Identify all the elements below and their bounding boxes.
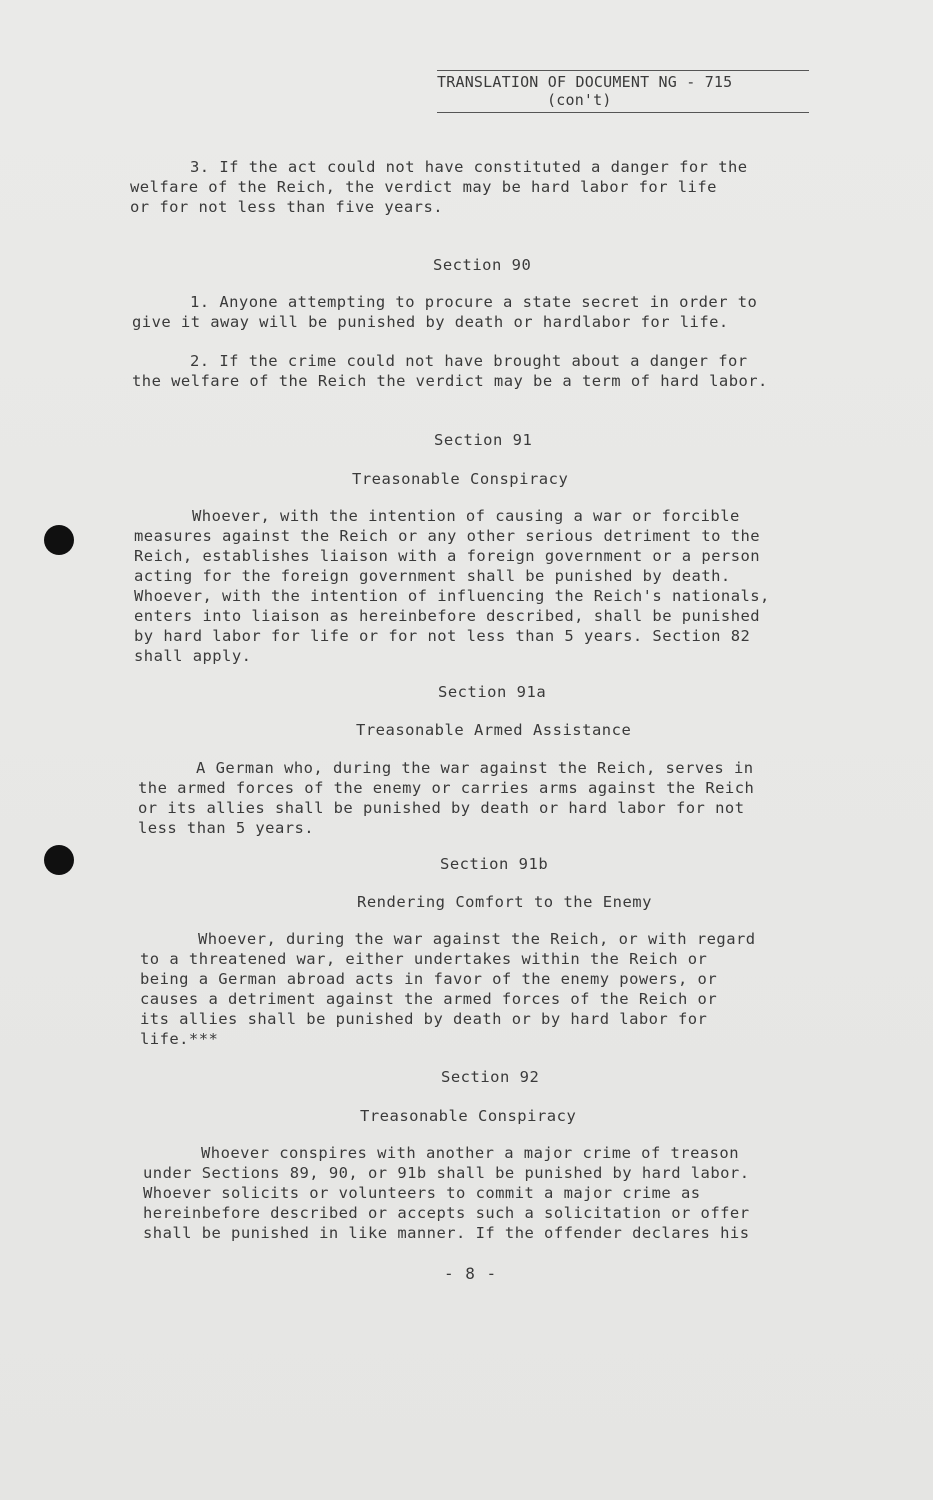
text-line: its allies shall be punished by death or by hard labor for — [140, 1010, 708, 1028]
section-91a-subheading: Treasonable Armed Assistance — [356, 721, 632, 739]
text-line: Whoever, with the intention of causing a war or forcible — [192, 507, 740, 525]
text-line: 1. Anyone attempting to procure a state secret in order to — [190, 293, 758, 311]
text-line: to a threatened war, either undertakes within the Reich or — [140, 950, 708, 968]
text-line: Whoever solicits or volunteers to commit a major crime as — [143, 1184, 701, 1202]
text-line: the armed forces of the enemy or carries arms against the Reich — [138, 779, 755, 797]
text-line: or its allies shall be punished by death or hard labor for not — [138, 799, 745, 817]
section-91b-subheading: Rendering Comfort to the Enemy — [357, 893, 652, 911]
section-90-heading: Section 90 — [433, 256, 532, 274]
punch-hole — [44, 845, 74, 875]
text-line: 2. If the crime could not have brought about a danger for — [190, 352, 748, 370]
section-92-subheading: Treasonable Conspiracy — [360, 1107, 577, 1125]
punch-hole — [44, 525, 74, 555]
text-line: enters into liaison as hereinbefore described, shall be punished — [134, 607, 761, 625]
text-line: shall apply. — [134, 647, 252, 665]
text-line: measures against the Reich or any other serious detriment to the — [134, 527, 761, 545]
text-line: Reich, establishes liaison with a foreign government or a person — [134, 547, 761, 565]
document-header — [437, 70, 809, 113]
text-line: give it away will be punished by death or hardlabor for life. — [132, 313, 729, 331]
text-line: under Sections 89, 90, or 91b shall be punished by hard labor. — [143, 1164, 750, 1182]
text-line: causes a detriment against the armed forces of the Reich or — [140, 990, 718, 1008]
text-line: Whoever, with the intention of influencing the Reich's nationals, — [134, 587, 770, 605]
text-line: by hard labor for life or for not less than 5 years. Section 82 — [134, 627, 751, 645]
text-line: less than 5 years. — [138, 819, 315, 837]
section-91b-heading: Section 91b — [440, 855, 549, 873]
text-line: or for not less than five years. — [130, 198, 444, 216]
text-line: welfare of the Reich, the verdict may be hard labor for life — [130, 178, 717, 196]
text-line: Whoever conspires with another a major crime of treason — [201, 1144, 739, 1162]
text-line: 3. If the act could not have constituted a danger for the — [190, 158, 748, 176]
text-line: being a German abroad acts in favor of the enemy powers, or — [140, 970, 718, 988]
text-line: A German who, during the war against the Reich, serves in — [196, 759, 754, 777]
text-line: shall be punished in like manner. If the offender declares his — [143, 1224, 750, 1242]
section-92-heading: Section 92 — [441, 1068, 540, 1086]
text-line: hereinbefore described or accepts such a solicitation or offer — [143, 1204, 750, 1222]
page-number: - 8 - — [444, 1264, 498, 1283]
section-91-subheading: Treasonable Conspiracy — [352, 470, 569, 488]
section-91a-heading: Section 91a — [438, 683, 547, 701]
text-line: life.*** — [140, 1030, 219, 1048]
text-line: acting for the foreign government shall be punished by death. — [134, 567, 731, 585]
section-91-heading: Section 91 — [434, 431, 533, 449]
header-title: TRANSLATION OF DOCUMENT NG - 715 — [437, 70, 809, 91]
text-line: Whoever, during the war against the Reich, or with regard — [198, 930, 756, 948]
header-continued: (con't) — [437, 91, 809, 113]
text-line: the welfare of the Reich the verdict may be a term of hard labor. — [132, 372, 768, 390]
